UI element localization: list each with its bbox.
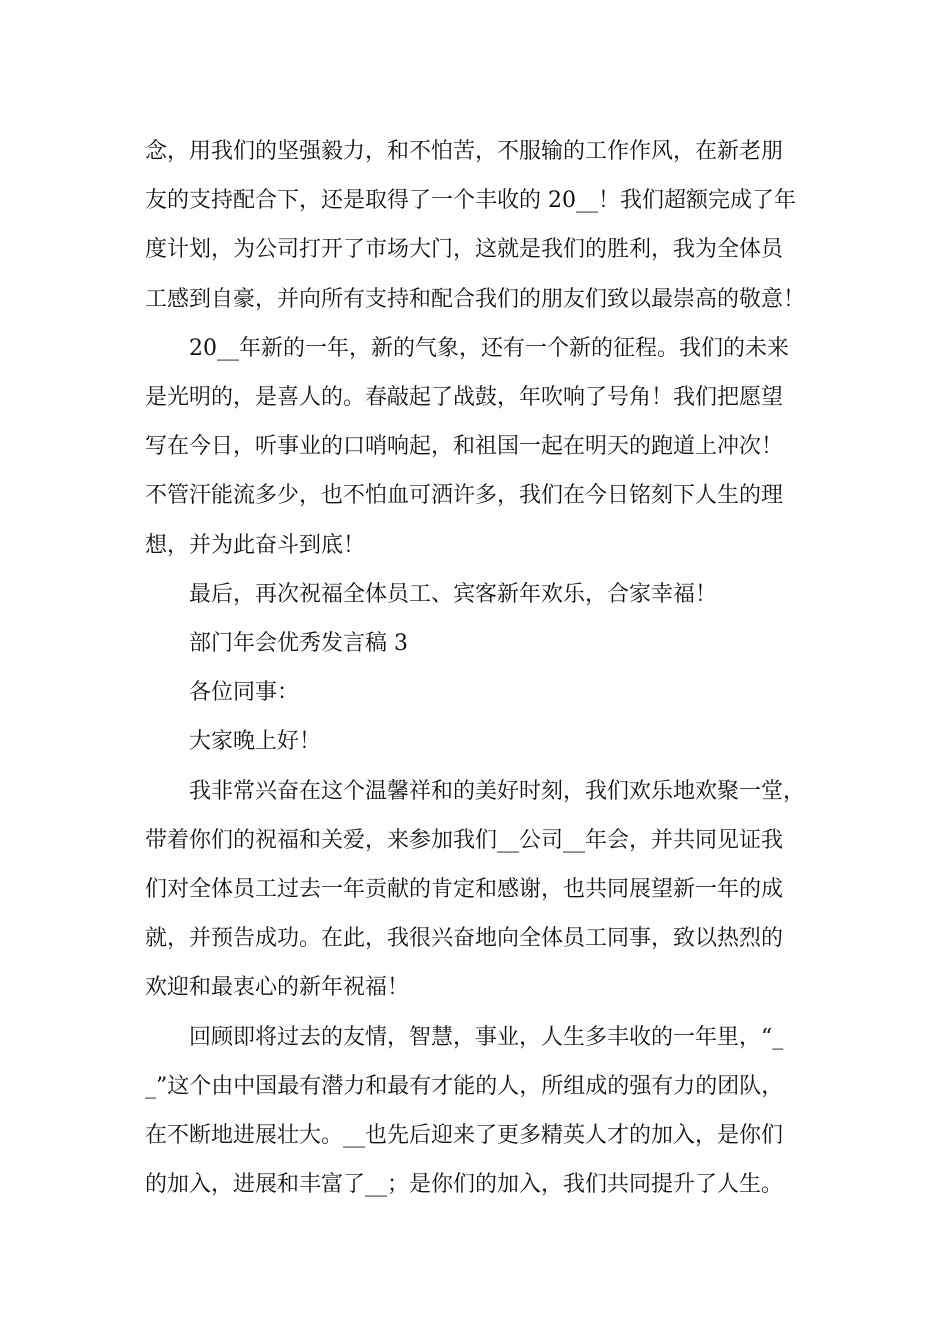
paragraph-line: 带着你们的祝福和关爱，来参加我们__公司__年会，并共同见证我 bbox=[145, 827, 784, 853]
paragraph-line: 想，并为此奋斗到底！ bbox=[145, 532, 366, 558]
paragraph-line: 在不断地进展壮大。__也先后迎来了更多精英人才的加入，是你们 bbox=[145, 1123, 784, 1148]
paragraph-line: 欢迎和最衷心的新年祝福！ bbox=[145, 975, 410, 1001]
paragraph-first-line: 20__年新的一年，新的气象，还有一个新的征程。我们的未来 bbox=[189, 335, 789, 361]
paragraph-line: 们对全体员工过去一年贡献的肯定和感谢，也共同展望新一年的成 bbox=[145, 877, 784, 902]
paragraph-first-line: 部门年会优秀发言稿 3 bbox=[189, 631, 408, 656]
paragraph-line: 的加入，进展和丰富了__；是你们的加入，我们共同提升了人生。 bbox=[145, 1172, 784, 1198]
paragraph-first-line: 各位同事： bbox=[189, 680, 300, 706]
paragraph-first-line: 最后，再次祝福全体员工、宾客新年欢乐，合家幸福！ bbox=[189, 581, 718, 607]
paragraph-line: 度计划，为公司打开了市场大门，这就是我们的胜利，我为全体员 bbox=[145, 237, 784, 263]
paragraph-first-line: 回顾即将过去的友情，智慧，事业，人生多丰收的一年里，“_ bbox=[189, 1024, 784, 1050]
paragraph-line: _”这个由中国最有潜力和最有才能的人，所组成的强有力的团队， bbox=[145, 1073, 784, 1099]
paragraph-first-line: 大家晚上好！ bbox=[189, 729, 322, 755]
paragraph-line: 不管汗能流多少，也不怕血可洒许多，我们在今日铭刻下人生的理 bbox=[145, 483, 784, 509]
paragraph-first-line: 我非常兴奋在这个温馨祥和的美好时刻，我们欢乐地欢聚一堂， bbox=[189, 778, 806, 804]
paragraph-line: 友的支持配合下，还是取得了一个丰收的 20__！我们超额完成了年 bbox=[145, 188, 796, 214]
paragraph-line: 是光明的，是喜人的。春敲起了战鼓，年吹响了号角！我们把愿望 bbox=[145, 385, 784, 410]
paragraph-line: 就，并预告成功。在此，我很兴奋地向全体员工同事，致以热烈的 bbox=[145, 926, 784, 952]
paragraph-line: 念，用我们的坚强毅力，和不怕苦，不服输的工作作风，在新老朋 bbox=[145, 139, 784, 164]
paragraph-line: 工感到自豪，并向所有支持和配合我们的朋友们致以最崇高的敬意！ bbox=[145, 286, 806, 312]
paragraph-line: 写在今日，听事业的口哨响起，和祖国一起在明天的跑道上冲次！ bbox=[145, 434, 784, 460]
